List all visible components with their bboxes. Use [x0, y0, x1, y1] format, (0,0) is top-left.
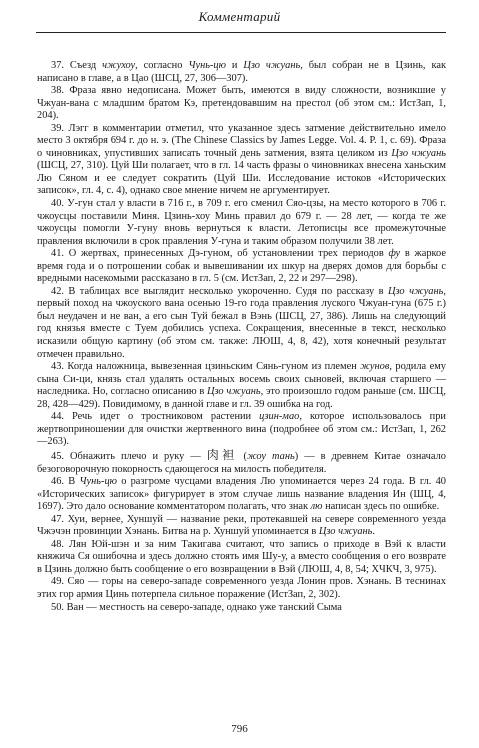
note-text: 48. Лян Юй-шэн и за ним Такигава считают, что запись о приходе в Вэй к власти княжича Ся ошибочна и здесь должно стоять имя Шу-у, а вместо сообщения о его возврате в Цзинь должно быть сообщение о его возвращении в Вэй (ЛЮШ, 4, 8, 54; ХЧКЧ, 3, 975). [37, 538, 446, 575]
note-text: (ШСЦ, 27, 310). Цуй Ши полагает, что в гл. 14 часть фразы о чиновниках внесена ханьским Лю Сяном и ее следует сократить (Цуй Ши. Исследование истоков «Исторических записок», гл. 4, с. 4), однако свое мнение ничем не аргументирует. [37, 160, 446, 197]
note-41 [37, 248, 446, 286]
note-text: . [372, 526, 376, 538]
note-text: 49. Сяо — горы на северо-западе современного уезда Лонин пров. Хэнань. В теснинах этих гор армия Цинь потерпела сильное поражение (ИстЗап, 2, 302). [37, 576, 446, 600]
note-text: 38. Фраза явно недописана. Может быть, имеются в виду сложности, возникшие у Чжуан-вана с младшим братом Кэ, претендовавшим на престол (об этом см.: ИстЗап, 1, 204). [37, 85, 446, 122]
italic-term: Цзо чжуань [243, 60, 301, 71]
page-number: 796 [231, 723, 248, 735]
note-text: 37. Съезд [51, 60, 103, 71]
italic-term: лю [310, 501, 323, 513]
italic-term: жоу тань [247, 450, 295, 462]
running-title: Комментарий [198, 9, 281, 24]
note-49 [37, 576, 446, 601]
italic-term: Цзо чжуань [391, 147, 447, 159]
note-text: ( [237, 450, 248, 462]
italic-term: фу [388, 248, 401, 260]
italic-term: Чунь-цю [188, 60, 226, 71]
note-37 [37, 60, 446, 85]
italic-term: Цзо чжуань [318, 526, 373, 538]
note-text: , родила ему сына Си-ци, князь стал удалять остальных восемь своих сыновей, включая старшего — наследника. Но, согласно описанию в [37, 361, 446, 398]
note-50 [37, 602, 446, 615]
note-text: о разгроме чусцами владения Лю упоминается через 24 года. В гл. 40 «Исторических записок» фигурирует в этом случае лишь название владения Ин (ШЦ, 4, 1697). Это дало основание комментатором полагать, что знак [37, 476, 446, 513]
note-text: 46. В [51, 476, 80, 488]
italic-term: Цзо чжуань [388, 285, 444, 297]
note-40 [37, 198, 446, 248]
note-47 [37, 514, 446, 539]
note-text: , был собран не в Цзинь, как написано в главе, а в Цао (ШСЦ, 27, 306—307). [37, 60, 446, 84]
italic-term: цзин-мао [259, 411, 300, 423]
note-text: 39. Лэгг в комментарии отметил, что указанное здесь затмение действительно имело место 3 октября 694 г. до н. э. (The Chinese Classics by James Legge. Vol. 4. P. 1, с. 69). Фраза о чиновниках, упустивших записать точный день затмения, взята целиком из [37, 122, 446, 159]
notes-body [37, 60, 446, 614]
italic-term: жунов [360, 361, 390, 373]
header-rule [36, 32, 446, 33]
chinese-characters: 肉袒 [206, 447, 238, 462]
note-text: , это произошло годом раньше (см. ШСЦ, 28, 428—429). Повидимому, в данной главе и гл. 39 ошибка на год. [37, 386, 446, 410]
note-text: написан здесь по ошибке. [322, 501, 440, 513]
note-42 [37, 286, 446, 361]
note-43 [37, 361, 446, 411]
note-text: 44. Речь идет о тростниковом растении [51, 411, 260, 423]
note-44 [37, 411, 446, 449]
note-text: 40. У-гун стал у власти в 716 г., в 709 г. его сменил Сяо-цзы, на место которого в 706 г. чжоусцы поставили Миня. Цзинь-хоу Минь правил до 679 г. — 28 лет, — когда те же чжоусцы помогли У-гуну вновь вернуться к власти. Летописцы все промежуточные правления включили в срок правления У-гуна и таким образом получили 38 лет. [37, 198, 446, 247]
note-text: 47. Хуи, вернее, Хуншуй — название реки, протекавшей на севере современного уезда Чжэчэн провинции Хэнань. Битва на р. Хуншуй упоминается в [37, 513, 446, 538]
note-text: , которое использовалось при жертвоприношении для очистки жертвенного вина (подробнее об этом см.: ИстЗап, 1, 262—263). [37, 411, 446, 448]
italic-term: Цзо чжуань [207, 386, 261, 398]
note-text: , первый поход на чжоуского вана осенью 19-го года правления луского Чжуан-гуна (675 г.) был неудачен и не ван, а его сын Туй бежал в Вэнь (ШСЦ, 27, 386). Лишь на следующий год князья вместе с Туем добились успеха. Сокращения, внесенные в текст, несколько исказили общую картину (об этом см. также: ЛЮШ, 4, 8, 42), хотя конечный результат отмечен правильно. [37, 285, 446, 360]
note-text: 50. Ван — местность на северо-западе, однако уже танский Сыма [51, 601, 342, 613]
note-text: и [225, 60, 244, 71]
note-text: в жаркое время года и о потрошении собак и вывешивании их шкур на дверях домов для борьбы с вредными насекомыми рассказано в гл. 5 (см. ИстЗап, 2, 22 и 297—298). [37, 248, 446, 285]
note-text: ) — в древнем Китае означало безоговорочную покорность сдающегося на милость победителя. [37, 450, 446, 475]
note-text: , согласно [135, 60, 189, 71]
italic-term: чжухоу [102, 60, 136, 71]
note-39 [37, 123, 446, 198]
note-46 [37, 476, 446, 514]
note-text: 45. Обнажить плечо и руку — [51, 450, 207, 462]
note-45 [37, 449, 446, 476]
italic-term: Чунь-цю [79, 476, 117, 488]
note-38 [37, 85, 446, 123]
note-text: 42. В таблицах все выглядит несколько укороченно. Судя по рассказу в [51, 285, 389, 297]
note-48 [37, 539, 446, 577]
note-text: 41. О жертвах, принесенных Дэ-гуном, об установлении трех периодов [51, 248, 389, 260]
note-text: 43. Когда наложница, вывезенная цзиньским Сянь-гуном из племен [51, 361, 361, 373]
